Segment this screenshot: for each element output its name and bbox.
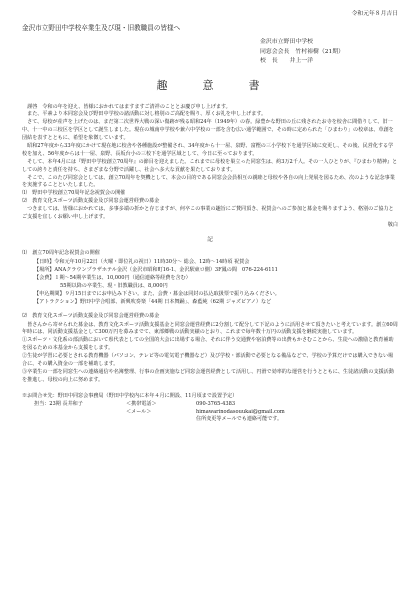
contact-block (22, 393, 398, 425)
detail-fee-2: 55期以降の卒業生、現・旧教職員は、8,000円 (60, 283, 168, 290)
closing-paragraph: つきましては、皆様におかれては、多事多端の折かと存じますが、何卒この事業の趣旨にご賛同頂き、祝賀会へのご参加と募金を賜りますよう、格別のご協力とご支援を宜しくお願い申し上げます。 (22, 206, 394, 221)
sender-school: 金沢市立野田中学校 (260, 39, 314, 46)
paragraph: 昭和27年度から33年度にかけて現在地に校舎や各種施設が整備され、34年度から十一屋、泉野、富樫の三小学校下を通学区域に変更し、その後、民営化する学校を加え、56年度からは十一屋、泉野、長坂台小の三校下を通学区域として、今日に至っております。 (22, 143, 394, 157)
detail-attraction: 【アトラクション】野田中学合唱部、新興吹奏楽「44期 日本舞踊」、森藍純（62期 ジャズピアノ）など (34, 298, 272, 305)
project-list (22, 190, 398, 206)
phone-label: ＜携帯電話＞ (126, 400, 157, 407)
sender-block (260, 38, 398, 66)
contact-row-phone (34, 401, 398, 409)
detail-venue: 【場所】ANAクラウンプラザホテル金沢（金沢市昭和町16-1、金沢駅東ロ側）3F鳳の間 076-224-6111 (34, 267, 278, 274)
paragraph: そこで、このたび同窓会としては、創立70周年を契機として、本会の目的である同窓会会員相互の親睦と母校や各自の向上発展を図るため、次のような記念事業を実施することといたしました。 (22, 174, 395, 189)
detail-datetime: 【日時】令和元年10月22日（火曜・即位礼の祝日）11時30分～ 総会、12時～14時頃 祝賀会 (34, 259, 250, 266)
phone-number: 090-3765-4383 (196, 400, 236, 407)
project-item: ⑵ 教育文化スポーツ活動支援金及び同窓会運営経費の募金 (22, 198, 160, 205)
sender-line-2: 校 長 井上一洋 (260, 58, 314, 65)
section-celebration (22, 250, 398, 306)
contact-note: 住所変更等メールでも連絡可能です。 (196, 416, 283, 423)
paragraph: さて、母校が産声を上げたのは、まだ第二次世界大戦の深い傷跡が残る昭和24年（1949年）の春。緑豊かな野田の丘に残されたお寺を校舎に間借りして、旧一中、十一中の三校区を学区として誕生しました。現在の城南中学校や兼六中学校の一部を含む広い通学範囲で、その時に定められた「ひまわり」の校章は、草創を団結を表すとともに、希望を象徴しています。 (22, 119, 394, 142)
closing-block (22, 206, 398, 222)
section-intro: 皆さんから寄せられた募金は、教育文化スポーツ活動支援基金と同窓会運営経費に2分割して配分して下記のように活用させて頂きたいと考えています。創立60周年時には、同活動支援基金として300万円を募みまでて、東部郷戦の活動実績のとおり、これまで毎年数十万円の活動支援を継続実施しています。 (22, 321, 398, 336)
contact-person: 担当：23期 長井和子 (34, 400, 83, 407)
paragraph: また、平素より本同窓会及び野田中学校の諸活動に対し格別のご高配を賜り、厚くお礼を申し上げます。 (27, 111, 267, 118)
section-point: ③卒業生の一部を同窓生への連絡通信や名簿整理、行事の企画実施など同窓会運営経費として活用し、円滑で効率的な運営を行うとともに、生徒諸活動の支援活動を推進し、母校の向上に努めます。 (22, 368, 394, 383)
addressee: 金沢市立野田中学校卒業生及び現・旧教職員の皆様へ (22, 23, 181, 32)
detail-fee: 【会費】１期～54期卒業生は、10,000円（通信連絡等経費を含む） (34, 275, 191, 282)
document-date: 令和元年８月吉日 (351, 11, 398, 17)
section-heading: ⑴ 創立70周年記念祝賀会の開催 (22, 250, 100, 257)
section-point: ②生徒が学習に必要とされる教育機器（パソコン、テレビ等の電気電子機器など）及び学校・部活動で必要となる備品などで、学校の予算だけでは購入できない場合に、その購入資金の一部を補助します。 (22, 353, 394, 368)
section-heading: ⑵ 教育文化スポーツ活動支援金及び同窓会運営経費の募金 (22, 312, 160, 319)
paragraph: そして、本年4月には『野田中学校創立70周年』の節目を迎えました。これまでに母校を巣立った同窓生は、約3万2千人。その一人ひとりが、『ひまわり精神』としての誇りと責任を持ち、さまざまな分野で活躍し、社会へ多大な貢献を果たしております。 (22, 158, 398, 173)
body-text (22, 104, 398, 191)
section-point: ①スポーツ・文化系の部活動において県代表としての全国的大会に出場する場合、それに伴う交通費や宿泊費等の出費もかさむことから、生徒への激励と教育補助を図るための本基金から支援をします。 (22, 337, 394, 352)
ki-heading: 記 (207, 236, 213, 243)
project-item: ⑴ 野田中学校創立70周年記念祝賀会の開催 (22, 190, 126, 197)
contact-inquiry: ※お問合せ先：野田中同窓会事務局（野田中学校内に本年４月に開設、11月頃まで設置予定） (22, 392, 238, 399)
sender-line-1: 同窓会会長 竹村裕樹（21期） (260, 48, 345, 55)
mail-address: himawarinodasouukai@gmail.com (196, 408, 285, 415)
document-title: 趣 意 書 (156, 78, 272, 92)
paragraph: 謹啓 令和の年を迎え、皆様におかれてはますますご清祥のこととお慶び申し上げます。 (27, 103, 231, 110)
section-fundraising (22, 313, 398, 385)
closing-word: 敬白 (387, 221, 398, 228)
mail-label: ＜メール＞ (126, 408, 152, 415)
detail-application: 【申込期間】９月15日までにお申込み下さい。また、会費・募金は同封の払込取扱票で振り込みください。 (34, 290, 280, 297)
